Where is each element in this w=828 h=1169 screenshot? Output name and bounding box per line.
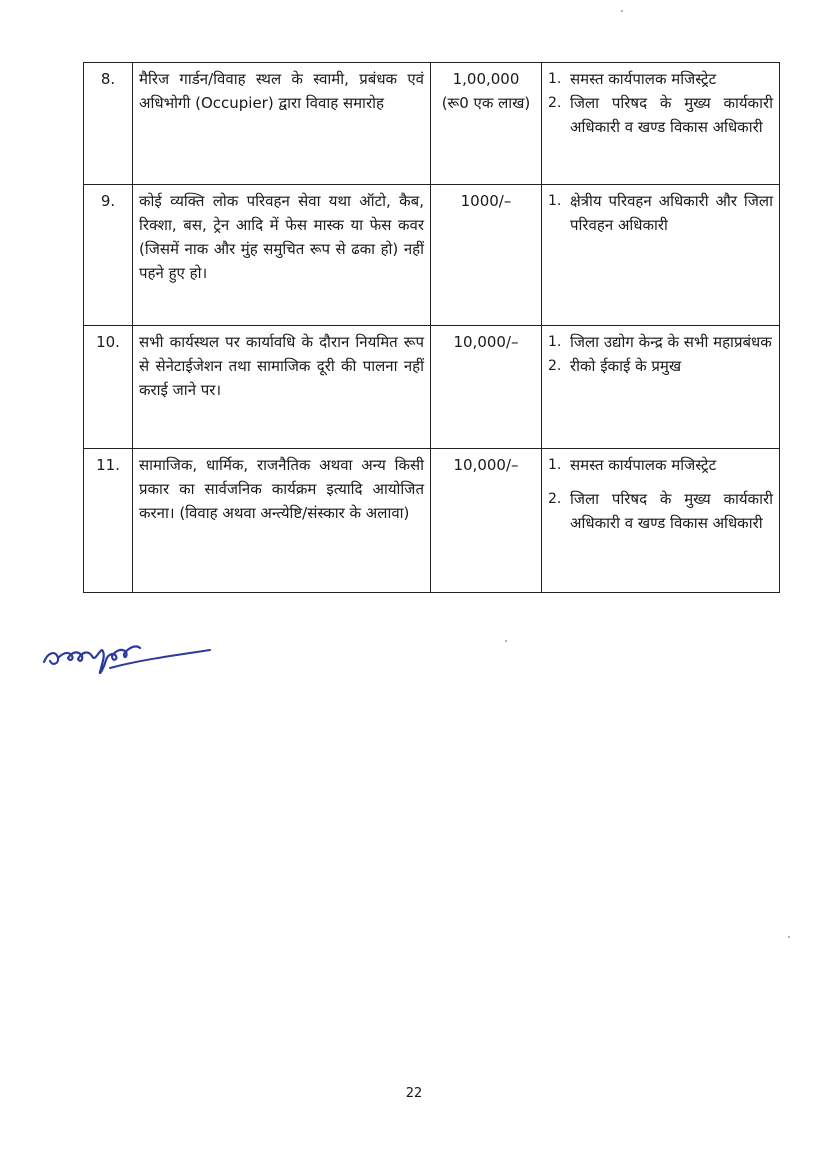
officer-item: [548, 453, 773, 477]
fine-amount: [431, 326, 542, 449]
officer-item: [548, 487, 773, 535]
serial-number: 10.: [84, 326, 133, 449]
officer-item: [548, 330, 773, 354]
officer-item: [548, 91, 773, 139]
authorized-officers: [542, 63, 780, 185]
handwritten-signature: [40, 628, 220, 688]
authorized-officers: [542, 449, 780, 593]
officer-number: 2.: [548, 358, 562, 374]
officer-text: जिला उद्योग केन्द्र के सभी महाप्रबंधक: [570, 333, 772, 351]
officer-text: रीको ईकाई के प्रमुख: [570, 357, 682, 375]
officer-number: 1.: [548, 71, 562, 87]
officer-number: 1.: [548, 457, 562, 473]
officer-item: [548, 67, 773, 91]
officer-text: समस्त कार्यपालक मजिस्ट्रेट: [570, 456, 717, 474]
scan-speck: [788, 936, 790, 938]
serial-number: 8.: [84, 63, 133, 185]
table-row: [84, 63, 780, 185]
serial-number: 11.: [84, 449, 133, 593]
officer-text: जिला परिषद के मुख्य कार्यकारी अधिकारी व खण्ड विकास अधिकारी: [570, 490, 773, 532]
fine-amount: [431, 449, 542, 593]
officer-number: 2.: [548, 491, 562, 507]
authorized-officers: [542, 185, 780, 326]
fine-amount-value: 1000/–: [460, 192, 512, 210]
fine-amount-value: 10,000/–: [453, 333, 519, 351]
scan-speck: [505, 640, 507, 642]
officer-text: क्षेत्रीय परिवहन अधिकारी और जिला परिवहन अधिकारी: [570, 192, 773, 234]
officer-number: 2.: [548, 95, 562, 111]
officer-text: जिला परिषद के मुख्य कार्यकारी अधिकारी व खण्ड विकास अधिकारी: [570, 94, 773, 136]
offence-description: कोई व्यक्ति लोक परिवहन सेवा यथा ऑटो, कैब, रिक्शा, बस, ट्रेन आदि में फेस मास्क या फेस कवर (जिसमें नाक और मुंह समुचित रूप से ढका हो) नहीं पहने हुए हो।: [133, 185, 431, 326]
authorized-officers: [542, 326, 780, 449]
fine-amount: [431, 185, 542, 326]
fine-amount-value: 1,00,000: [452, 70, 520, 88]
fine-amount-value: 10,000/–: [453, 456, 519, 474]
offence-description: सभी कार्यस्थल पर कार्यावधि के दौरान नियमित रूप से सेनेटाईजेशन तथा सामाजिक दूरी की पालना नहीं कराई जाने पर।: [133, 326, 431, 449]
scan-speck: [621, 10, 623, 12]
table-row: [84, 326, 780, 449]
officer-item: [548, 354, 773, 378]
officer-text: समस्त कार्यपालक मजिस्ट्रेट: [570, 70, 717, 88]
table-row: [84, 185, 780, 326]
officer-number: 1.: [548, 334, 562, 350]
table-row: [84, 449, 780, 593]
signature-stroke: [44, 646, 140, 673]
offence-description: सामाजिक, धार्मिक, राजनैतिक अथवा अन्य किसी प्रकार का सार्वजनिक कार्यक्रम इत्यादि आयोजित करना। (विवाह अथवा अन्त्येष्टि/संस्कार के अलावा): [133, 449, 431, 593]
offence-description: मैरिज गार्डन/विवाह स्थल के स्वामी, प्रबंधक एवं अधिभोगी (Occupier) द्वारा विवाह समारोह: [133, 63, 431, 185]
fine-amount-note: (रू0 एक लाख): [441, 94, 531, 112]
fines-table: [83, 62, 780, 593]
officer-item: [548, 189, 773, 237]
officer-number: 1.: [548, 193, 562, 209]
serial-number: 9.: [84, 185, 133, 326]
page-number: 22: [405, 1086, 423, 1101]
fine-amount: [431, 63, 542, 185]
